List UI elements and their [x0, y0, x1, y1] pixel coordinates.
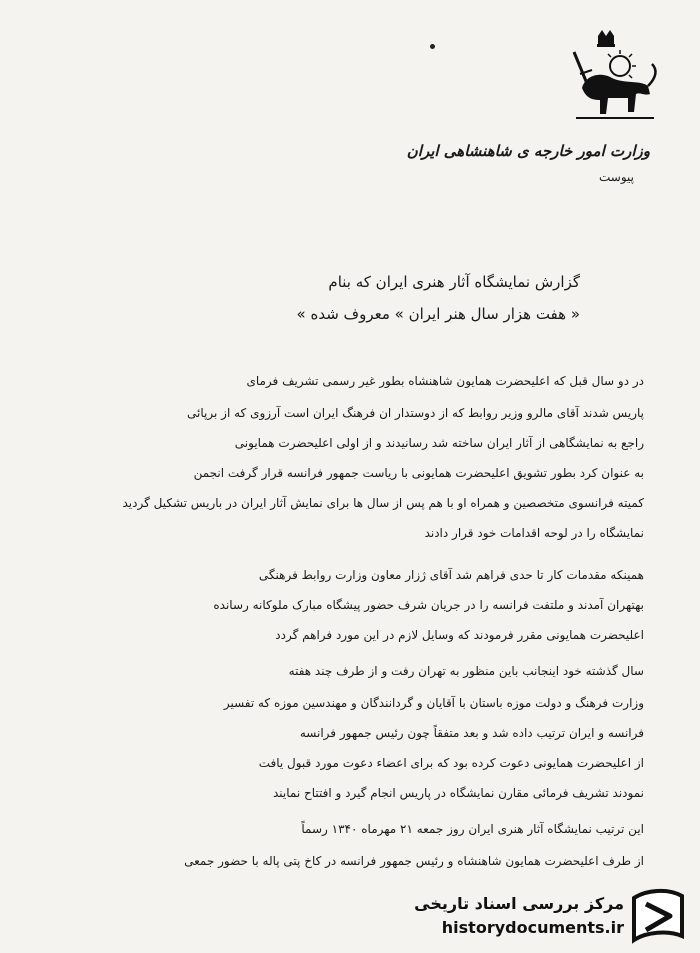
body-line: نمایشگاه را در لوحه اقدامات خود قرار دادند [424, 526, 644, 540]
body-line: در دو سال قبل که اعلیحضرت همایون شاهنشاه بطور غیر رسمی تشریف فرمای [246, 374, 644, 388]
body-line: سال گذشته خود اینجانب باین منظور به تهران رفت و از طرف چند هفته [288, 664, 644, 678]
body-line: کمیته فرانسوی متخصصین و همراه او با هم پس از سال ها برای نمایش آثار ایران در باریس تشکیل گردید [122, 496, 644, 510]
body-line: نمودند تشریف فرمائی مقارن نمایشگاه در پاریس انجام گیرد و افتتاح نمایند [272, 786, 644, 800]
body-line: پاریس شدند آقای مالرو وزیر روابط که از دوستدار ان فرهنگ ایران است آرزوی که از برپائی [187, 406, 644, 420]
body-line: وزارت فرهنگ و دولت موزه باستان با آقایان و گردانندگان و مهندسین موزه که تفسیر [223, 696, 644, 710]
document-title-line-1: گزارش نمایشگاه آثار هنری ایران که بنام [328, 273, 580, 291]
body-line: بهتهران آمدند و ملتفت فرانسه را در جریان شرف حضور پیشگاه مبارک ملوکانه رسانده [213, 598, 644, 612]
history-documents-logo-icon [628, 886, 688, 944]
ministry-letterhead: وزارت امور خارجه ی شاهنشاهی ایران [406, 142, 650, 160]
body-line: اعلیحضرت همایونی مقرر فرمودند که وسایل لازم در این مورد فراهم گردد [275, 628, 644, 642]
watermark-url: historydocuments.ir [441, 918, 624, 937]
body-line: فرانسه و ایران ترتیب داده شد و بعد متفقاً چون رئیس جمهور فرانسه [299, 726, 644, 740]
body-line: از اعلیحضرت همایونی دعوت کرده بود که برای اعضاء دعوت مورد قبول یافت [258, 756, 644, 770]
body-line: از طرف اعلیحضرت همایون شاهنشاه و رئیس جمهور فرانسه در کاخ پتی پاله با حضور جمعی [184, 854, 644, 868]
ink-dot [430, 44, 435, 49]
body-line: به عنوان کرد بطور تشویق اعلیحضرت همایونی با ریاست جمهور فرانسه قرار گرفت انجمن [193, 466, 644, 480]
annex-label: پیوست [599, 170, 634, 184]
document-title-line-2: « هفت هزار سال هنر ایران » معروف شده » [296, 305, 580, 323]
body-line: راجع به نمایشگاهی از آثار ایران ساخته شد رسانیدند و از اولی اعلیحضرت همایونی [234, 436, 644, 450]
lion-and-sun-emblem-icon [568, 30, 660, 126]
watermark-title: مرکز بررسی اسناد تاریخی [414, 894, 624, 913]
body-line: این ترتیب نمایشگاه آثار هنری ایران روز جمعه ۲۱ مهرماه ۱۳۴۰ رسماً [301, 822, 644, 836]
body-line: همینکه مقدمات کار تا حدی فراهم شد آقای ژزار معاون وزارت روابط فرهنگی [258, 568, 644, 582]
